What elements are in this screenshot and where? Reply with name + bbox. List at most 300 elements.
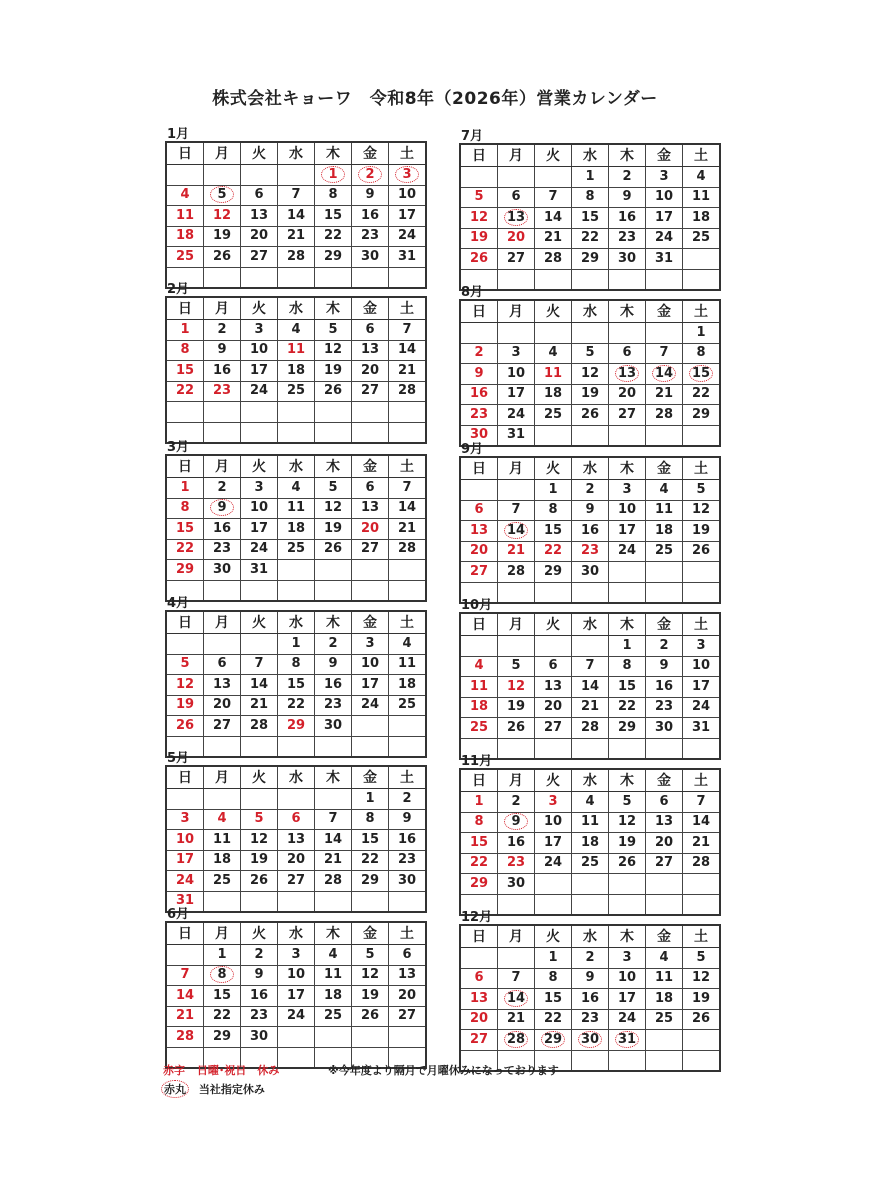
day-cell: 19 — [572, 384, 609, 405]
month-calendar — [165, 907, 420, 1069]
day-cell: 23 — [460, 405, 498, 426]
day-cell — [278, 422, 315, 443]
day-cell: 6 — [646, 792, 683, 813]
day-cell: 27 — [498, 249, 535, 270]
day-cell: 11 — [204, 830, 241, 851]
day-cell — [535, 1030, 572, 1051]
day-cell: 14 — [572, 677, 609, 698]
day-cell: 28 — [315, 871, 352, 892]
weekday-header: 金 — [352, 922, 389, 945]
day-cell — [498, 167, 535, 188]
day-cell — [241, 634, 278, 655]
day-cell: 15 — [166, 361, 204, 382]
day-cell — [572, 323, 609, 344]
weekday-header: 月 — [498, 300, 535, 323]
day-cell: 31 — [646, 249, 683, 270]
day-cell: 28 — [498, 562, 535, 583]
day-cell: 7 — [315, 809, 352, 830]
day-cell — [535, 425, 572, 446]
day-cell: 11 — [646, 968, 683, 989]
day-cell — [646, 269, 683, 290]
weekday-header: 火 — [535, 925, 572, 948]
day-cell: 29 — [460, 874, 498, 895]
day-cell: 14 — [535, 208, 572, 229]
weekday-header: 土 — [683, 144, 721, 167]
weekday-header: 土 — [389, 142, 427, 165]
day-cell: 16 — [572, 989, 609, 1010]
weekday-header: 日 — [460, 457, 498, 480]
day-cell: 14 — [683, 812, 721, 833]
weekday-header: 木 — [609, 769, 646, 792]
legend-circle-desc: 当社指定休み — [198, 1083, 265, 1096]
day-cell: 17 — [609, 989, 646, 1010]
day-cell: 24 — [389, 226, 427, 247]
day-cell: 9 — [241, 965, 278, 986]
day-cell: 17 — [683, 677, 721, 698]
day-cell — [683, 874, 721, 895]
legend-circle-label: 赤丸 — [161, 1080, 189, 1098]
weekday-header: 土 — [389, 766, 427, 789]
weekday-header: 水 — [278, 766, 315, 789]
weekday-header: 木 — [315, 611, 352, 634]
day-cell — [498, 582, 535, 603]
day-cell: 4 — [166, 185, 204, 206]
month-label: 11月 — [461, 754, 493, 769]
day-cell: 23 — [352, 226, 389, 247]
day-cell: 22 — [683, 384, 721, 405]
day-cell — [278, 736, 315, 757]
day-cell: 30 — [204, 560, 241, 581]
day-cell — [646, 874, 683, 895]
day-cell: 25 — [535, 405, 572, 426]
day-cell: 7 — [535, 187, 572, 208]
day-cell: 18 — [204, 850, 241, 871]
day-cell: 12 — [498, 677, 535, 698]
day-cell — [352, 1027, 389, 1048]
month-table — [459, 768, 721, 916]
month-table — [459, 143, 721, 291]
day-cell: 17 — [646, 208, 683, 229]
day-cell: 12 — [460, 208, 498, 229]
day-cell: 29 — [609, 718, 646, 739]
day-cell: 9 — [646, 656, 683, 677]
day-cell: 16 — [204, 361, 241, 382]
day-cell: 6 — [278, 809, 315, 830]
day-cell: 1 — [572, 167, 609, 188]
day-cell: 19 — [315, 361, 352, 382]
weekday-header: 水 — [572, 300, 609, 323]
month-calendar — [459, 285, 714, 447]
weekday-header: 水 — [278, 611, 315, 634]
day-cell: 22 — [609, 697, 646, 718]
day-cell: 28 — [572, 718, 609, 739]
day-cell: 19 — [315, 519, 352, 540]
day-cell: 13 — [204, 675, 241, 696]
day-cell: 4 — [646, 480, 683, 501]
designated-holiday-mark: 5 — [210, 186, 234, 203]
month-calendar — [165, 127, 420, 289]
day-cell: 17 — [609, 521, 646, 542]
day-cell: 10 — [352, 654, 389, 675]
day-cell: 8 — [535, 968, 572, 989]
day-cell — [166, 634, 204, 655]
month-calendar — [165, 440, 420, 602]
weekday-header: 土 — [683, 925, 721, 948]
day-cell: 30 — [241, 1027, 278, 1048]
day-cell: 15 — [166, 519, 204, 540]
day-cell: 31 — [166, 891, 204, 912]
day-cell: 11 — [166, 206, 204, 227]
day-cell — [315, 891, 352, 912]
day-cell: 8 — [535, 500, 572, 521]
weekday-header: 土 — [683, 613, 721, 636]
day-cell: 20 — [460, 1009, 498, 1030]
day-cell: 11 — [683, 187, 721, 208]
day-cell: 21 — [498, 1009, 535, 1030]
day-cell: 29 — [535, 562, 572, 583]
weekday-header: 木 — [315, 297, 352, 320]
day-cell — [498, 812, 535, 833]
day-cell — [572, 269, 609, 290]
day-cell — [683, 269, 721, 290]
day-cell — [204, 402, 241, 423]
day-cell: 13 — [535, 677, 572, 698]
day-cell — [315, 736, 352, 757]
day-cell: 10 — [278, 965, 315, 986]
day-cell: 12 — [241, 830, 278, 851]
month-label: 1月 — [167, 127, 190, 142]
day-cell — [278, 1047, 315, 1068]
day-cell — [535, 874, 572, 895]
weekday-header: 木 — [315, 766, 352, 789]
day-cell: 21 — [498, 541, 535, 562]
day-cell — [389, 402, 427, 423]
day-cell: 22 — [166, 381, 204, 402]
day-cell — [315, 789, 352, 810]
day-cell: 27 — [460, 562, 498, 583]
day-cell — [204, 267, 241, 288]
month-label: 10月 — [461, 598, 493, 613]
day-cell: 17 — [498, 384, 535, 405]
day-cell: 7 — [389, 320, 427, 341]
designated-holiday-mark: 9 — [504, 813, 528, 830]
day-cell: 10 — [646, 187, 683, 208]
day-cell — [535, 894, 572, 915]
day-cell: 19 — [241, 850, 278, 871]
day-cell: 1 — [166, 320, 204, 341]
day-cell: 24 — [609, 1009, 646, 1030]
weekday-header: 火 — [535, 769, 572, 792]
day-cell: 9 — [572, 500, 609, 521]
weekday-header: 水 — [278, 297, 315, 320]
day-cell: 7 — [572, 656, 609, 677]
day-cell: 24 — [278, 1006, 315, 1027]
day-cell — [572, 1030, 609, 1051]
day-cell: 13 — [460, 521, 498, 542]
day-cell: 1 — [609, 636, 646, 657]
day-cell: 11 — [535, 364, 572, 385]
month-calendar — [165, 596, 420, 758]
day-cell: 27 — [535, 718, 572, 739]
day-cell: 17 — [535, 833, 572, 854]
weekday-header: 金 — [352, 455, 389, 478]
day-cell: 3 — [352, 634, 389, 655]
month-calendar — [459, 129, 714, 291]
day-cell: 1 — [352, 789, 389, 810]
day-cell: 17 — [166, 850, 204, 871]
day-cell: 30 — [315, 716, 352, 737]
day-cell: 22 — [572, 228, 609, 249]
day-cell — [683, 1050, 721, 1071]
weekday-header: 月 — [204, 922, 241, 945]
day-cell — [204, 185, 241, 206]
day-cell: 10 — [609, 968, 646, 989]
day-cell: 9 — [352, 185, 389, 206]
day-cell: 13 — [352, 498, 389, 519]
day-cell: 18 — [166, 226, 204, 247]
day-cell: 12 — [609, 812, 646, 833]
day-cell: 15 — [315, 206, 352, 227]
weekday-header: 木 — [609, 457, 646, 480]
day-cell: 28 — [389, 381, 427, 402]
day-cell — [460, 636, 498, 657]
day-cell: 19 — [683, 989, 721, 1010]
day-cell: 20 — [352, 519, 389, 540]
month-calendar — [165, 751, 420, 913]
day-cell: 25 — [646, 1009, 683, 1030]
month-label: 2月 — [167, 282, 190, 297]
day-cell: 25 — [166, 247, 204, 268]
weekday-header: 水 — [572, 769, 609, 792]
weekday-header: 月 — [498, 144, 535, 167]
weekday-header: 金 — [646, 144, 683, 167]
day-cell — [352, 267, 389, 288]
day-cell: 24 — [683, 697, 721, 718]
day-cell: 6 — [609, 343, 646, 364]
day-cell: 26 — [683, 1009, 721, 1030]
day-cell — [389, 716, 427, 737]
day-cell: 4 — [315, 945, 352, 966]
weekday-header: 水 — [278, 455, 315, 478]
day-cell: 28 — [683, 853, 721, 874]
day-cell: 30 — [352, 247, 389, 268]
day-cell — [498, 269, 535, 290]
day-cell — [609, 874, 646, 895]
day-cell: 9 — [460, 364, 498, 385]
designated-holiday-mark: 29 — [541, 1031, 565, 1048]
day-cell: 20 — [498, 228, 535, 249]
month-label: 8月 — [461, 285, 484, 300]
day-cell: 27 — [241, 247, 278, 268]
weekday-header: 金 — [646, 769, 683, 792]
day-cell: 20 — [460, 541, 498, 562]
day-cell: 10 — [609, 500, 646, 521]
day-cell — [683, 249, 721, 270]
month-label: 9月 — [461, 442, 484, 457]
weekday-header: 月 — [204, 455, 241, 478]
day-cell — [278, 165, 315, 186]
day-cell: 2 — [609, 167, 646, 188]
day-cell: 16 — [352, 206, 389, 227]
day-cell — [241, 891, 278, 912]
weekday-header: 日 — [460, 769, 498, 792]
day-cell: 23 — [646, 697, 683, 718]
day-cell — [389, 165, 427, 186]
day-cell — [389, 1027, 427, 1048]
day-cell: 6 — [498, 187, 535, 208]
day-cell: 1 — [166, 478, 204, 499]
day-cell — [278, 1027, 315, 1048]
day-cell: 1 — [460, 792, 498, 813]
day-cell: 15 — [609, 677, 646, 698]
day-cell: 30 — [460, 425, 498, 446]
day-cell: 24 — [166, 871, 204, 892]
day-cell: 3 — [646, 167, 683, 188]
month-table — [459, 299, 721, 447]
day-cell — [498, 208, 535, 229]
day-cell: 5 — [498, 656, 535, 677]
day-cell — [241, 580, 278, 601]
day-cell: 25 — [315, 1006, 352, 1027]
day-cell: 10 — [166, 830, 204, 851]
day-cell: 10 — [498, 364, 535, 385]
day-cell — [389, 422, 427, 443]
day-cell: 18 — [460, 697, 498, 718]
day-cell: 25 — [389, 695, 427, 716]
day-cell — [609, 323, 646, 344]
day-cell: 29 — [572, 249, 609, 270]
day-cell: 2 — [498, 792, 535, 813]
weekday-header: 月 — [498, 613, 535, 636]
day-cell: 6 — [352, 478, 389, 499]
day-cell — [352, 165, 389, 186]
day-cell: 16 — [572, 521, 609, 542]
day-cell: 6 — [460, 968, 498, 989]
month-calendar — [459, 910, 714, 1072]
day-cell: 19 — [683, 521, 721, 542]
day-cell: 24 — [241, 381, 278, 402]
weekday-header: 木 — [609, 144, 646, 167]
day-cell: 31 — [389, 247, 427, 268]
day-cell: 18 — [646, 521, 683, 542]
page-title: 株式会社キョーワ 令和8年（2026年）営業カレンダー — [212, 89, 658, 109]
day-cell: 26 — [204, 247, 241, 268]
day-cell: 15 — [352, 830, 389, 851]
day-cell — [204, 422, 241, 443]
day-cell: 29 — [204, 1027, 241, 1048]
day-cell: 28 — [646, 405, 683, 426]
month-calendar — [459, 598, 714, 760]
day-cell — [241, 165, 278, 186]
weekday-header: 火 — [241, 297, 278, 320]
day-cell: 4 — [278, 478, 315, 499]
day-cell: 19 — [166, 695, 204, 716]
month-label: 4月 — [167, 596, 190, 611]
weekday-header: 金 — [646, 613, 683, 636]
day-cell — [241, 736, 278, 757]
day-cell: 16 — [389, 830, 427, 851]
day-cell: 13 — [241, 206, 278, 227]
day-cell: 20 — [352, 361, 389, 382]
day-cell: 22 — [166, 539, 204, 560]
day-cell — [572, 582, 609, 603]
day-cell — [204, 891, 241, 912]
day-cell — [609, 364, 646, 385]
day-cell: 21 — [683, 833, 721, 854]
day-cell: 8 — [460, 812, 498, 833]
day-cell — [278, 267, 315, 288]
day-cell — [609, 582, 646, 603]
day-cell — [572, 425, 609, 446]
weekday-header: 金 — [646, 457, 683, 480]
weekday-header: 日 — [460, 925, 498, 948]
weekday-header: 日 — [166, 142, 204, 165]
day-cell: 24 — [498, 405, 535, 426]
day-cell: 9 — [572, 968, 609, 989]
day-cell: 10 — [241, 340, 278, 361]
day-cell: 26 — [315, 539, 352, 560]
weekday-header: 木 — [609, 613, 646, 636]
month-table — [165, 454, 427, 602]
day-cell: 8 — [278, 654, 315, 675]
day-cell: 14 — [278, 206, 315, 227]
day-cell: 11 — [572, 812, 609, 833]
day-cell: 5 — [683, 948, 721, 969]
day-cell: 21 — [241, 695, 278, 716]
weekday-header: 日 — [460, 144, 498, 167]
day-cell — [278, 789, 315, 810]
day-cell: 4 — [460, 656, 498, 677]
designated-holiday-mark: 1 — [321, 166, 345, 183]
day-cell: 29 — [352, 871, 389, 892]
day-cell: 26 — [352, 1006, 389, 1027]
day-cell — [166, 165, 204, 186]
day-cell: 12 — [204, 206, 241, 227]
day-cell — [166, 402, 204, 423]
day-cell — [278, 402, 315, 423]
day-cell: 27 — [352, 381, 389, 402]
day-cell: 15 — [204, 986, 241, 1007]
day-cell: 20 — [241, 226, 278, 247]
weekday-header: 木 — [315, 922, 352, 945]
day-cell: 11 — [315, 965, 352, 986]
day-cell: 22 — [535, 541, 572, 562]
day-cell: 15 — [535, 521, 572, 542]
day-cell: 17 — [278, 986, 315, 1007]
day-cell: 29 — [166, 560, 204, 581]
day-cell — [498, 1030, 535, 1051]
day-cell: 21 — [389, 519, 427, 540]
day-cell: 2 — [241, 945, 278, 966]
designated-holiday-mark: 14 — [652, 365, 676, 382]
day-cell: 23 — [204, 539, 241, 560]
weekday-header: 木 — [315, 142, 352, 165]
day-cell — [609, 738, 646, 759]
day-cell: 20 — [278, 850, 315, 871]
day-cell: 31 — [683, 718, 721, 739]
month-table — [459, 924, 721, 1072]
month-label: 3月 — [167, 440, 190, 455]
day-cell: 19 — [460, 228, 498, 249]
weekday-header: 月 — [498, 769, 535, 792]
day-cell: 4 — [389, 634, 427, 655]
day-cell: 30 — [389, 871, 427, 892]
designated-holiday-mark: 13 — [615, 365, 639, 382]
day-cell: 4 — [278, 320, 315, 341]
day-cell: 15 — [572, 208, 609, 229]
day-cell: 6 — [241, 185, 278, 206]
day-cell — [609, 425, 646, 446]
